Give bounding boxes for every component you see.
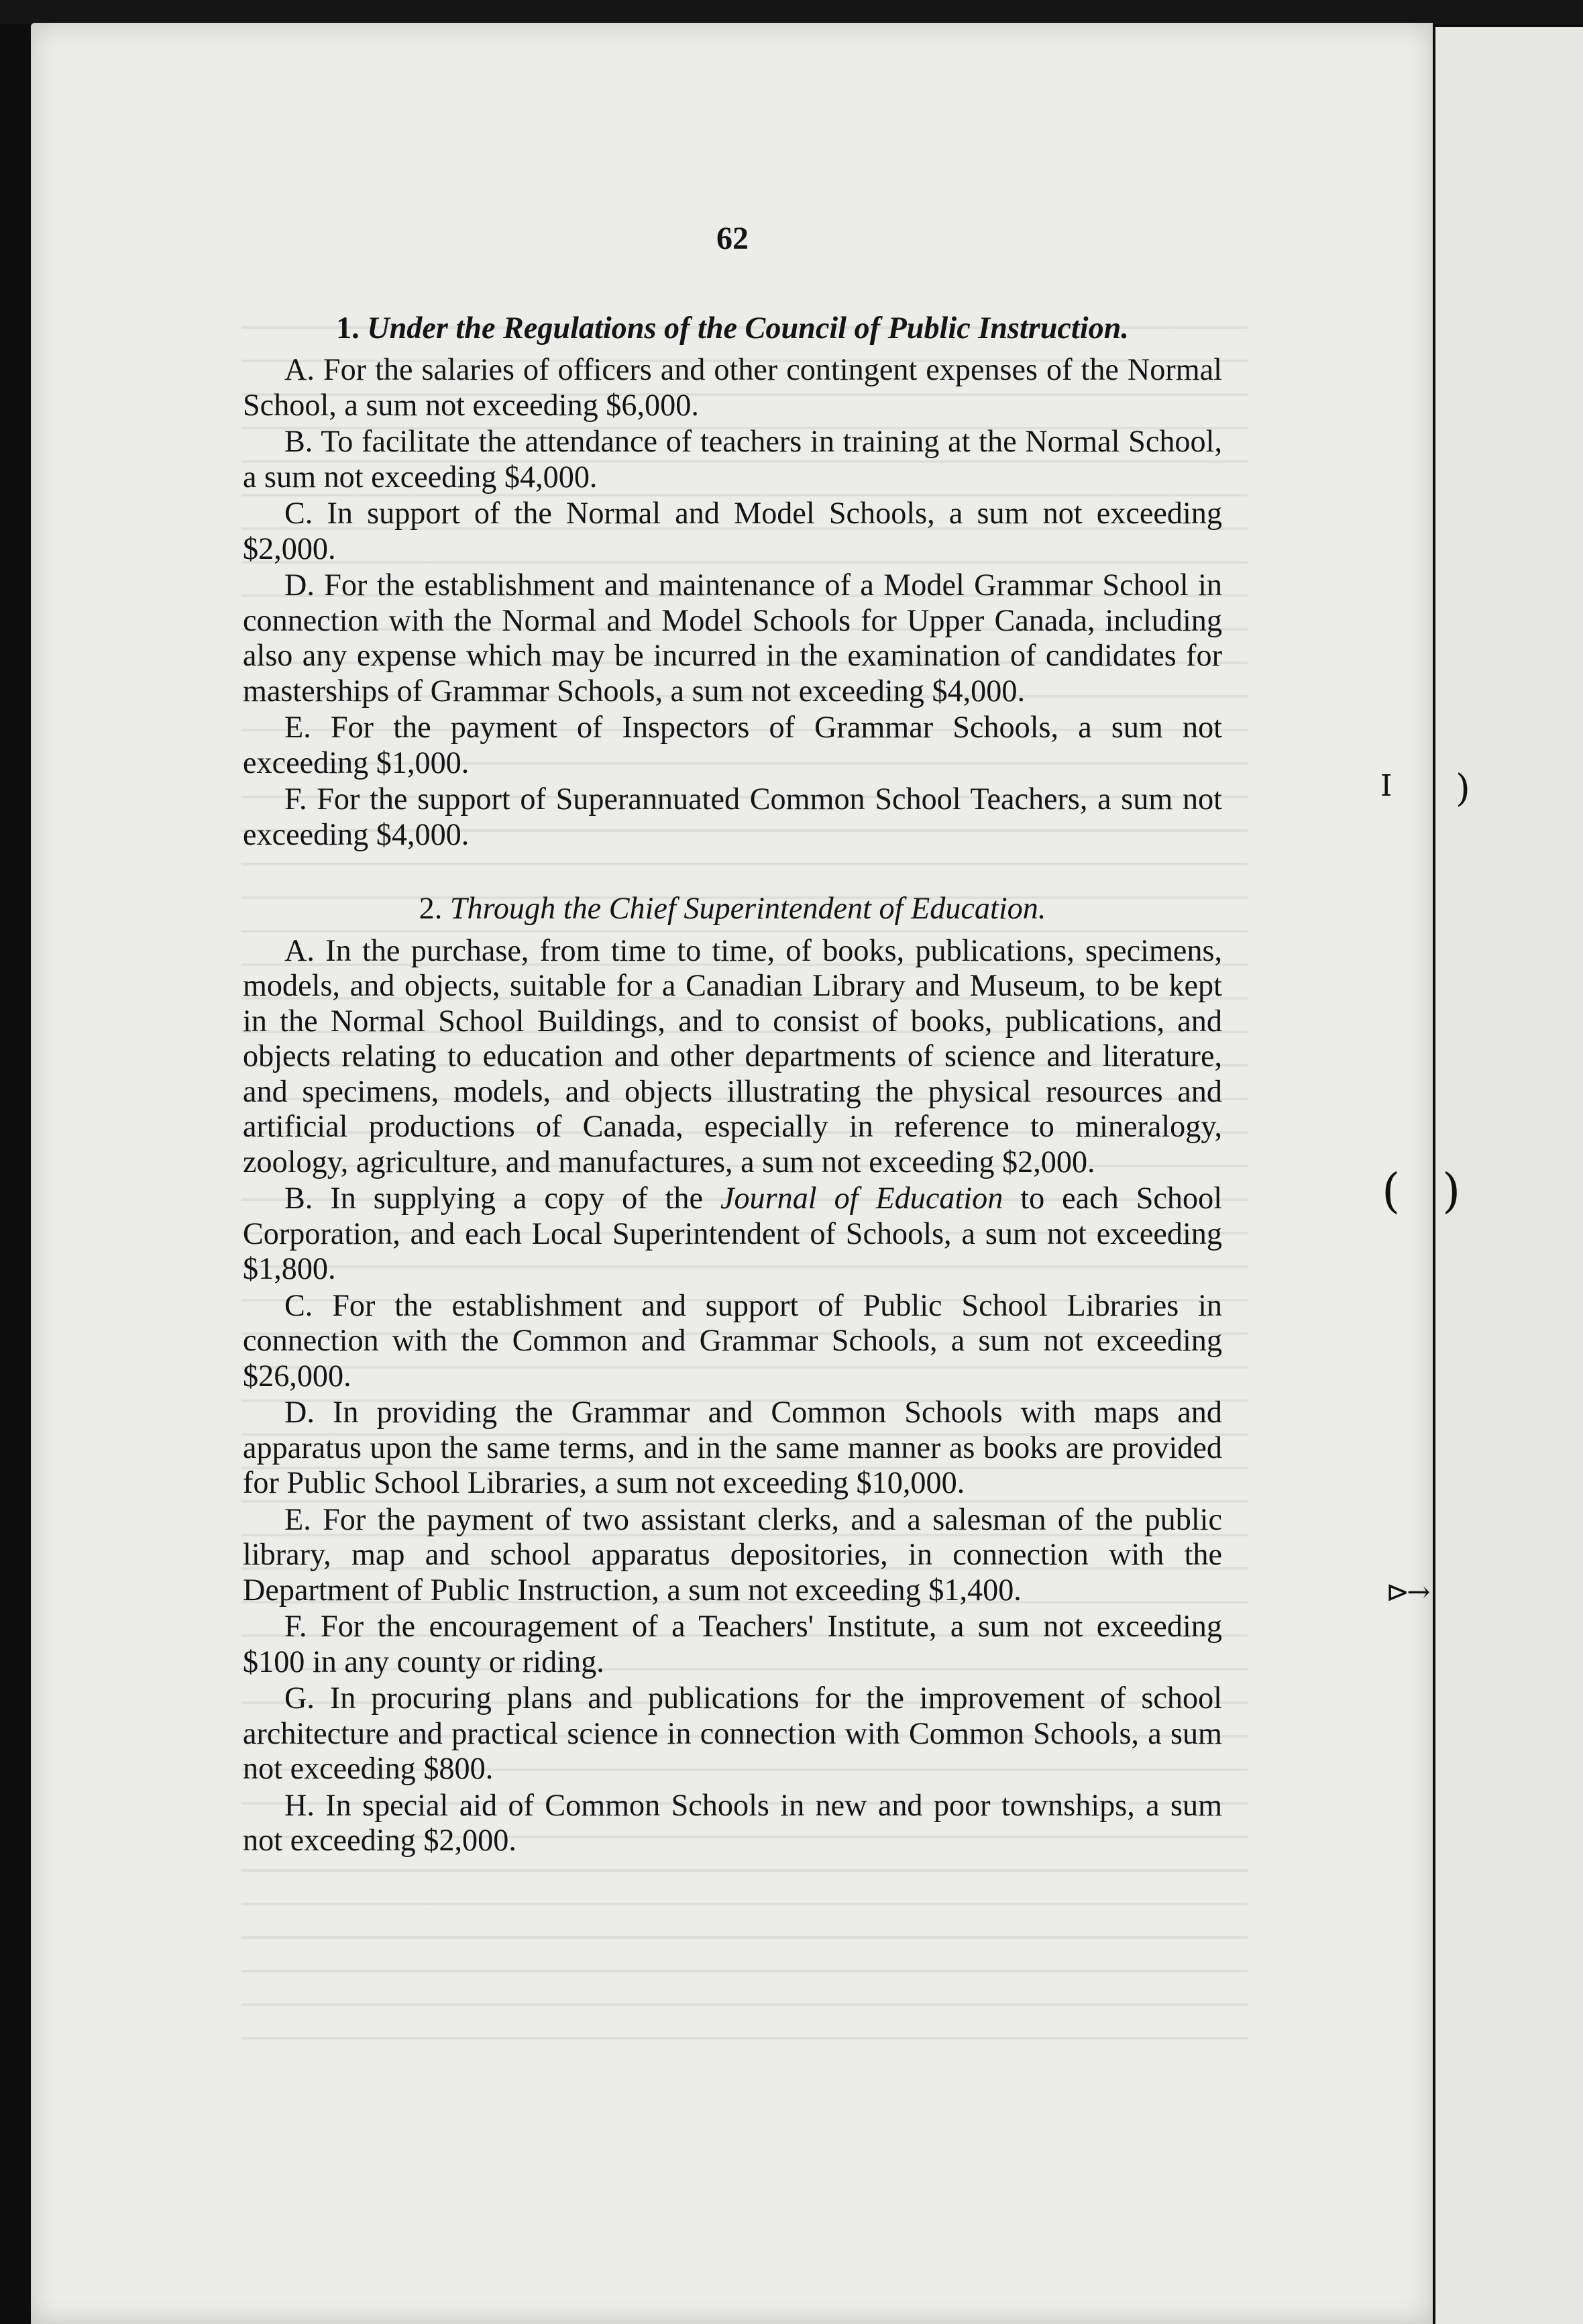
section-1-heading xyxy=(243,311,1222,346)
item-text: To facilitate the attendance of teachers in training at the Normal School, a sum not exceeding $4,000. xyxy=(243,424,1222,494)
item-letter: D. xyxy=(284,1395,315,1429)
paragraph-2e xyxy=(243,1502,1222,1608)
paragraph-1a xyxy=(243,352,1222,423)
paragraph-2f xyxy=(243,1609,1222,1679)
item-letter: G. xyxy=(284,1681,315,1715)
paragraph-1c xyxy=(243,496,1222,566)
item-text: In special aid of Common Schools in new and poor townships, a sum not exceeding $2,000. xyxy=(243,1787,1222,1857)
page-text xyxy=(243,221,1222,1858)
item-text-before: In supplying a copy of the xyxy=(330,1181,703,1215)
item-text: In the purchase, from time to time, of books, publications, specimens, models, and objects, suitable for a Canadian Library and Museum, to be kept in the Normal School Buildings, and to consist of books, publications, and objects relating to education and other departments of science and literature, and specimens, models, and objects illustrating the physical resources and artificial productions of Canada, especially in reference to mineralogy, zoology, agriculture, and manufactures, a sum not exceeding $2,000. xyxy=(243,933,1222,1179)
paragraph-1b xyxy=(243,424,1222,494)
paragraph-2b xyxy=(243,1181,1222,1287)
margin-mark: ) xyxy=(1442,1163,1461,1218)
item-text: For the payment of two assistant clerks, and a salesman of the public library, map and school apparatus depositories, in connection with the Department of Public Instruction, a sum not exceeding $1,400. xyxy=(243,1501,1222,1607)
item-letter: F. xyxy=(284,1609,307,1643)
section-1-number: 1. xyxy=(336,310,360,345)
item-letter: E. xyxy=(284,1501,311,1536)
paragraph-2a xyxy=(243,933,1222,1180)
paragraph-2c xyxy=(243,1288,1222,1394)
item-letter: F. xyxy=(284,782,307,816)
paragraph-2h xyxy=(243,1788,1222,1858)
section-2-title: Through the Chief Superintendent of Education. xyxy=(449,891,1046,925)
paragraph-1d xyxy=(243,568,1222,708)
item-text: For the establishment and maintenance of a Model Grammar School in connection with the Normal and Model Schools for Upper Canada, including also any expense which may be incurred in the examination of candidates for masterships of Grammar Schools, a sum not exceeding $4,000. xyxy=(243,568,1222,708)
margin-mark: I xyxy=(1380,769,1393,803)
margin-mark: ⊳→ xyxy=(1386,1575,1428,1608)
item-letter: C. xyxy=(284,496,313,530)
item-letter: H. xyxy=(284,1787,315,1822)
paragraph-2d xyxy=(243,1395,1222,1501)
section-2-number: 2. xyxy=(419,891,443,925)
item-letter: E. xyxy=(284,710,311,744)
item-text: For the payment of Inspectors of Grammar Schools, a sum not exceeding $1,000. xyxy=(243,710,1222,780)
item-text: For the support of Superannuated Common School Teachers, a sum not exceeding $4,000. xyxy=(243,782,1223,851)
paragraph-2g xyxy=(243,1681,1222,1787)
margin-mark: ( xyxy=(1382,1163,1401,1218)
journal-title: Journal of Education xyxy=(720,1181,1003,1215)
margin-mark: ) xyxy=(1456,767,1470,810)
scan-top-border xyxy=(0,0,1583,24)
section-1-title: Under the Regulations of the Council of Public Instruction. xyxy=(367,310,1129,345)
page-number: 62 xyxy=(716,221,749,256)
item-text: In providing the Grammar and Common Schools with maps and apparatus upon the same terms, and in the same manner as books are provided for Public School Libraries, a sum not exceeding $10,000. xyxy=(243,1395,1222,1499)
item-letter: A. xyxy=(284,933,315,967)
item-text: In support of the Normal and Model Schools, a sum not exceeding $2,000. xyxy=(243,496,1222,566)
item-letter: A. xyxy=(284,352,315,386)
paragraph-1e xyxy=(243,710,1222,780)
item-text: For the salaries of officers and other contingent expenses of the Normal School, a sum not exceeding $6,000. xyxy=(243,352,1223,422)
item-letter: C. xyxy=(284,1287,313,1322)
paragraph-1f xyxy=(243,782,1222,852)
item-text: For the establishment and support of Public School Libraries in connection with the Common and Grammar Schools, a sum not exceeding $26,000. xyxy=(243,1287,1223,1393)
item-text: In procuring plans and publications for the improvement of school architecture and practical science in connection with Common Schools, a sum not exceeding $800. xyxy=(243,1681,1222,1785)
item-letter: D. xyxy=(284,568,315,602)
item-letter: B. xyxy=(284,1181,313,1215)
item-letter: B. xyxy=(284,424,313,458)
item-text-after: to each School Corporation, and each Local Superintendent of Schools, a sum not exceeding $1,800. xyxy=(243,1181,1223,1285)
item-text: For the encouragement of a Teachers' Institute, a sum not exceeding $100 in any county or riding. xyxy=(243,1609,1222,1679)
section-2-heading xyxy=(243,891,1222,927)
